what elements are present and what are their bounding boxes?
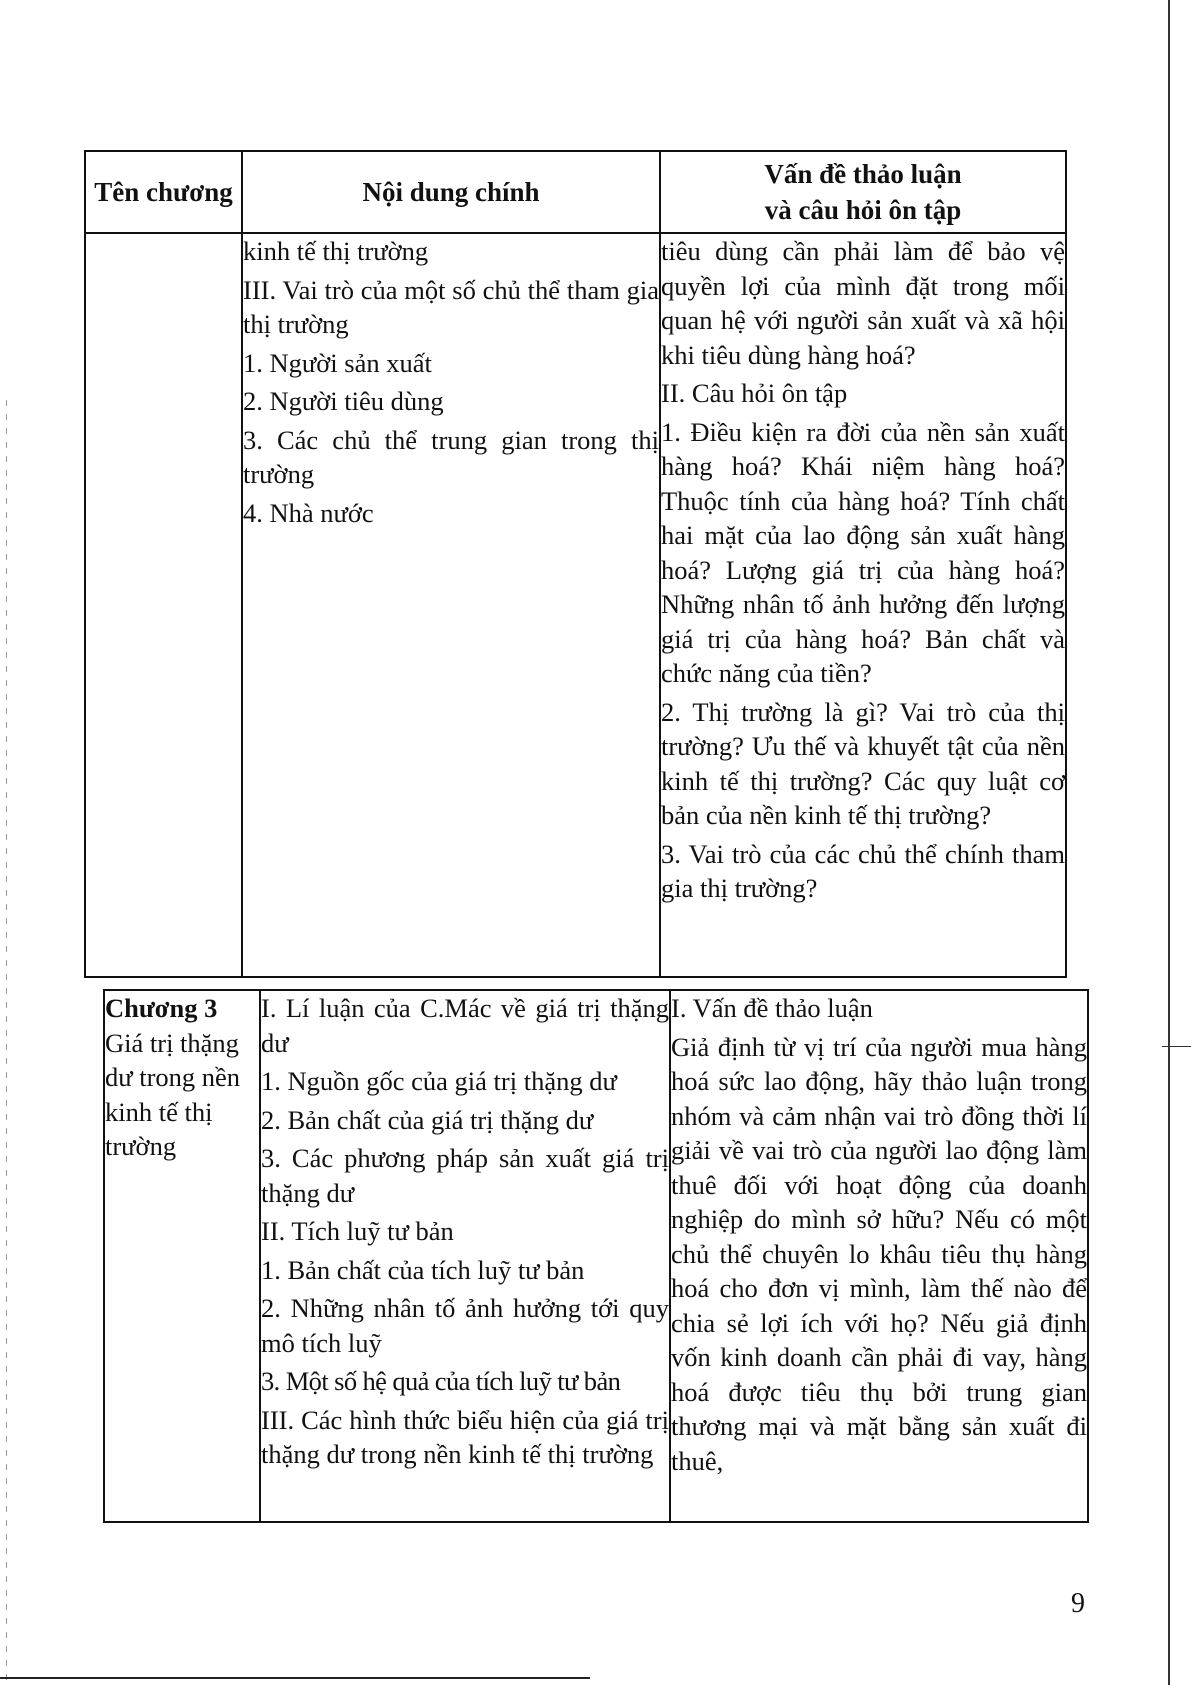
header-chapter-name: Tên chương	[85, 151, 242, 233]
continued-content-cell	[242, 233, 660, 977]
content-line: 1. Nguồn gốc của giá trị thặng dư	[261, 1066, 617, 1096]
content-line: 4. Nhà nước	[243, 497, 374, 528]
discussion-line: Giả định từ vị trí của người mua hàng hoá sức lao động, hãy thảo luận trong nhóm và cảm nhận vai trò đồng thời lí giải về vai trò của người lao động làm thuê đối với hoạt động của doanh nghiệp do mình sở hữu? Nếu có một chủ thể chuyên lo khâu tiêu thụ hàng hoá cho đơn vị mình, làm thế nào để chia sẻ lợi ích với họ? Nếu giả định vốn kinh doanh cần phải đi vay, hàng hoá được tiêu thụ bởi trung gian thương mại và mặt bằng sản xuất đi thuê,	[671, 1031, 1087, 1476]
content-line: 1. Người sản xuất	[243, 347, 432, 378]
content-line: 2. Người tiêu dùng	[243, 386, 444, 416]
chapter3-name-cell	[104, 990, 260, 1522]
header-discussion	[660, 151, 1066, 233]
table-header-row	[85, 151, 1066, 233]
content-line: 1. Bản chất của tích luỹ tư bản	[261, 1254, 585, 1285]
content-line: 3. Các chủ thể trung gian trong thị trường	[243, 424, 659, 489]
discussion-line: 3. Vai trò của các chủ thể chính tham gia thị trường?	[661, 838, 1065, 903]
content-line: I. Lí luận của C.Mác về giá trị thặng dư	[261, 993, 669, 1058]
content-line: III. Vai trò của một số chủ thể tham gia thị trường	[243, 274, 659, 339]
page-edge-right	[1168, 0, 1170, 1685]
syllabus-table-upper	[84, 150, 1067, 978]
chapter3-title: Giá trị thặng dư trong nền kinh tế thị trường	[105, 1027, 241, 1161]
content-line: kinh tế thị trường	[243, 236, 429, 266]
table-row-continued	[85, 233, 1066, 977]
margin-tick	[1162, 1046, 1191, 1047]
chapter3-discussion-cell	[670, 990, 1088, 1522]
content-line: 3. Các phương pháp sản xuất giá trị thặng dư	[261, 1143, 669, 1208]
discussion-line: tiêu dùng cần phải làm để bảo vệ quyền lợi của mình đặt trong mối quan hệ với người sản xuất và xã hội khi tiêu dùng hàng hoá?	[661, 236, 1065, 370]
discussion-line: 1. Điều kiện ra đời của nền sản xuất hàng hoá? Khái niệm hàng hoá? Thuộc tính của hàng hoá? Tính chất hai mặt của lao động sản xuất hàng hoá? Lượng giá trị của hàng hoá? Những nhân tố ảnh hưởng đến lượng giá trị của hàng hoá? Bản chất và chức năng của tiền?	[661, 416, 1065, 688]
discussion-line: II. Câu hỏi ôn tập	[661, 378, 848, 408]
continued-discussion-cell	[660, 233, 1066, 977]
syllabus-table-lower	[103, 989, 1089, 1523]
header-discussion-line1: Vấn đề thảo luận	[764, 159, 962, 189]
header-main-content: Nội dung chính	[242, 151, 660, 233]
discussion-line: 2. Thị trường là gì? Vai trò của thị trường? Ưu thế và khuyết tật của nền kinh tế thị trường? Các quy luật cơ bản của nền kinh tế thị trường?	[661, 696, 1065, 830]
continued-chapter-cell	[85, 233, 242, 977]
bottom-rule	[0, 1677, 590, 1679]
content-line: 2. Những nhân tố ảnh hưởng tới quy mô tích luỹ	[261, 1293, 669, 1358]
header-discussion-line2: và câu hỏi ôn tập	[764, 195, 962, 225]
table-row-chapter3	[104, 990, 1088, 1522]
chapter3-content-cell	[260, 990, 670, 1522]
discussion-line: I. Vấn đề thảo luận	[671, 993, 873, 1023]
chapter3-label: Chương 3	[105, 993, 218, 1023]
page-number: 9	[1071, 1588, 1085, 1619]
content-line: II. Tích luỹ tư bản	[261, 1216, 454, 1246]
content-line: 3. Một số hệ quả của tích luỹ tư bản	[261, 1366, 621, 1396]
content-line: III. Các hình thức biểu hiện của giá trị thặng dư trong nền kinh tế thị trường	[261, 1404, 669, 1469]
page-edge-left	[6, 400, 7, 1685]
content-line: 2. Bản chất của giá trị thặng dư	[261, 1104, 594, 1135]
